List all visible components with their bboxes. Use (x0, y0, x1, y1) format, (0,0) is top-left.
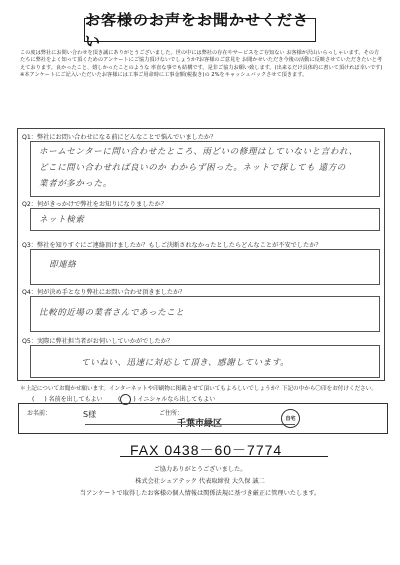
question-2-answer-box[interactable] (30, 208, 380, 231)
intro-text: この度は弊社にお問い合わせを頂き誠にありがとうございました。世の中には弊社の存在やサービスをご存知ない お客様が沢山いらっしゃいます。その方たちに弊社をよく知って頂くためのアンケートにご協力頂けないでしょうか?お客様のご意見を お聞かせいただき今後の活動に反映させていただきたいと考えております。良かったこと、嬉しかったことのような 率直な事でも結構です。是非ご協力お願い致します。(出来るだけ具体的に書いて頂ければ幸いです) ※本アンケートにご記入いただいたお客様には工事ご用命時に工事金額(税抜き)の 2%をキャッシュバックさせて頂きます。 (20, 50, 383, 79)
option-paren-open: ( (32, 396, 35, 403)
address-label: ご住所： (159, 410, 184, 417)
questionnaire-form (17, 128, 385, 381)
name-underline (85, 424, 295, 425)
answer-1-line-1: ホームセンターに問い合わせたところ、雨どいの修理はしていないと言われ、 (39, 147, 358, 157)
question-4-answer-box[interactable] (30, 296, 380, 332)
page-title: お客様のお声をお聞かせください (84, 18, 316, 42)
name-label: お名前： (27, 410, 52, 417)
question-1-label: Q1：弊社にお問い合わせになる前にどんなことで悩んでいましたか？ (22, 134, 217, 141)
answer-5-line-1: ていねい、迅速に対応して頂き、感謝しています。 (81, 358, 290, 368)
address-value: 千葉市緑区 (177, 419, 223, 429)
question-3-label: Q3：弊社を知りすぐにご連絡頂けましたか？もしご決断されなかったとしたらどんなことが不安でしたか？ (22, 242, 322, 249)
question-4-label: Q4：何が決め手となり弊社にお問い合わせ頂きましたか？ (22, 289, 186, 296)
fax-underline (120, 456, 328, 457)
consent-option-name[interactable] (32, 394, 103, 403)
privacy-text: 当アンケートで取得したお客様の個人情報は関係法規に基づき厳正に管理いたします。 (79, 490, 321, 497)
answer-1-line-2: どこに問い合わせれば良いのか わからず困った。ネットで探しても 遠方の (39, 163, 346, 173)
answer-2-line-1: ネット検索 (39, 215, 85, 225)
option-paren-close: ) (133, 396, 136, 403)
answer-1-line-3: 業者が多かった。 (39, 179, 112, 189)
question-5-label: Q5：実際に弊社担当者がお伺いしていかがでしたか？ (22, 338, 174, 345)
question-2-label: Q2：何がきっかけで弊社をお知りになりましたか？ (22, 201, 167, 208)
option-name-label: 名前を出してもよい (48, 396, 103, 403)
answer-4-line-1: 比較的近場の業者さんであったこと (39, 308, 185, 318)
option-paren-close: ) (44, 396, 47, 403)
question-3-answer-box[interactable] (30, 249, 380, 285)
option-initial-label: イニシャルなら出してもよい (137, 396, 216, 403)
answer-3-line-1: 即連絡 (49, 260, 77, 270)
consent-question: ＊上記についてお聞かせ願います。インターネットや印刷物に掲載させて頂いてもよろしいでしょうか？下記の中から〇印をお付けください。 (20, 386, 377, 392)
home-stamp: 自宅 (281, 409, 300, 428)
question-1-answer-box[interactable] (30, 141, 380, 197)
customer-info-box (18, 403, 388, 434)
question-5-answer-box[interactable] (30, 345, 380, 378)
name-value: S様 (83, 410, 97, 419)
fax-number: FAX 0438－60－7774 (130, 442, 283, 458)
company-text: 株式会社シェアテック 代表取締役 大久保 誠二 (135, 478, 265, 485)
option-paren-open: ( (118, 396, 121, 403)
thanks-text: ご協力ありがとうございました。 (153, 466, 247, 473)
